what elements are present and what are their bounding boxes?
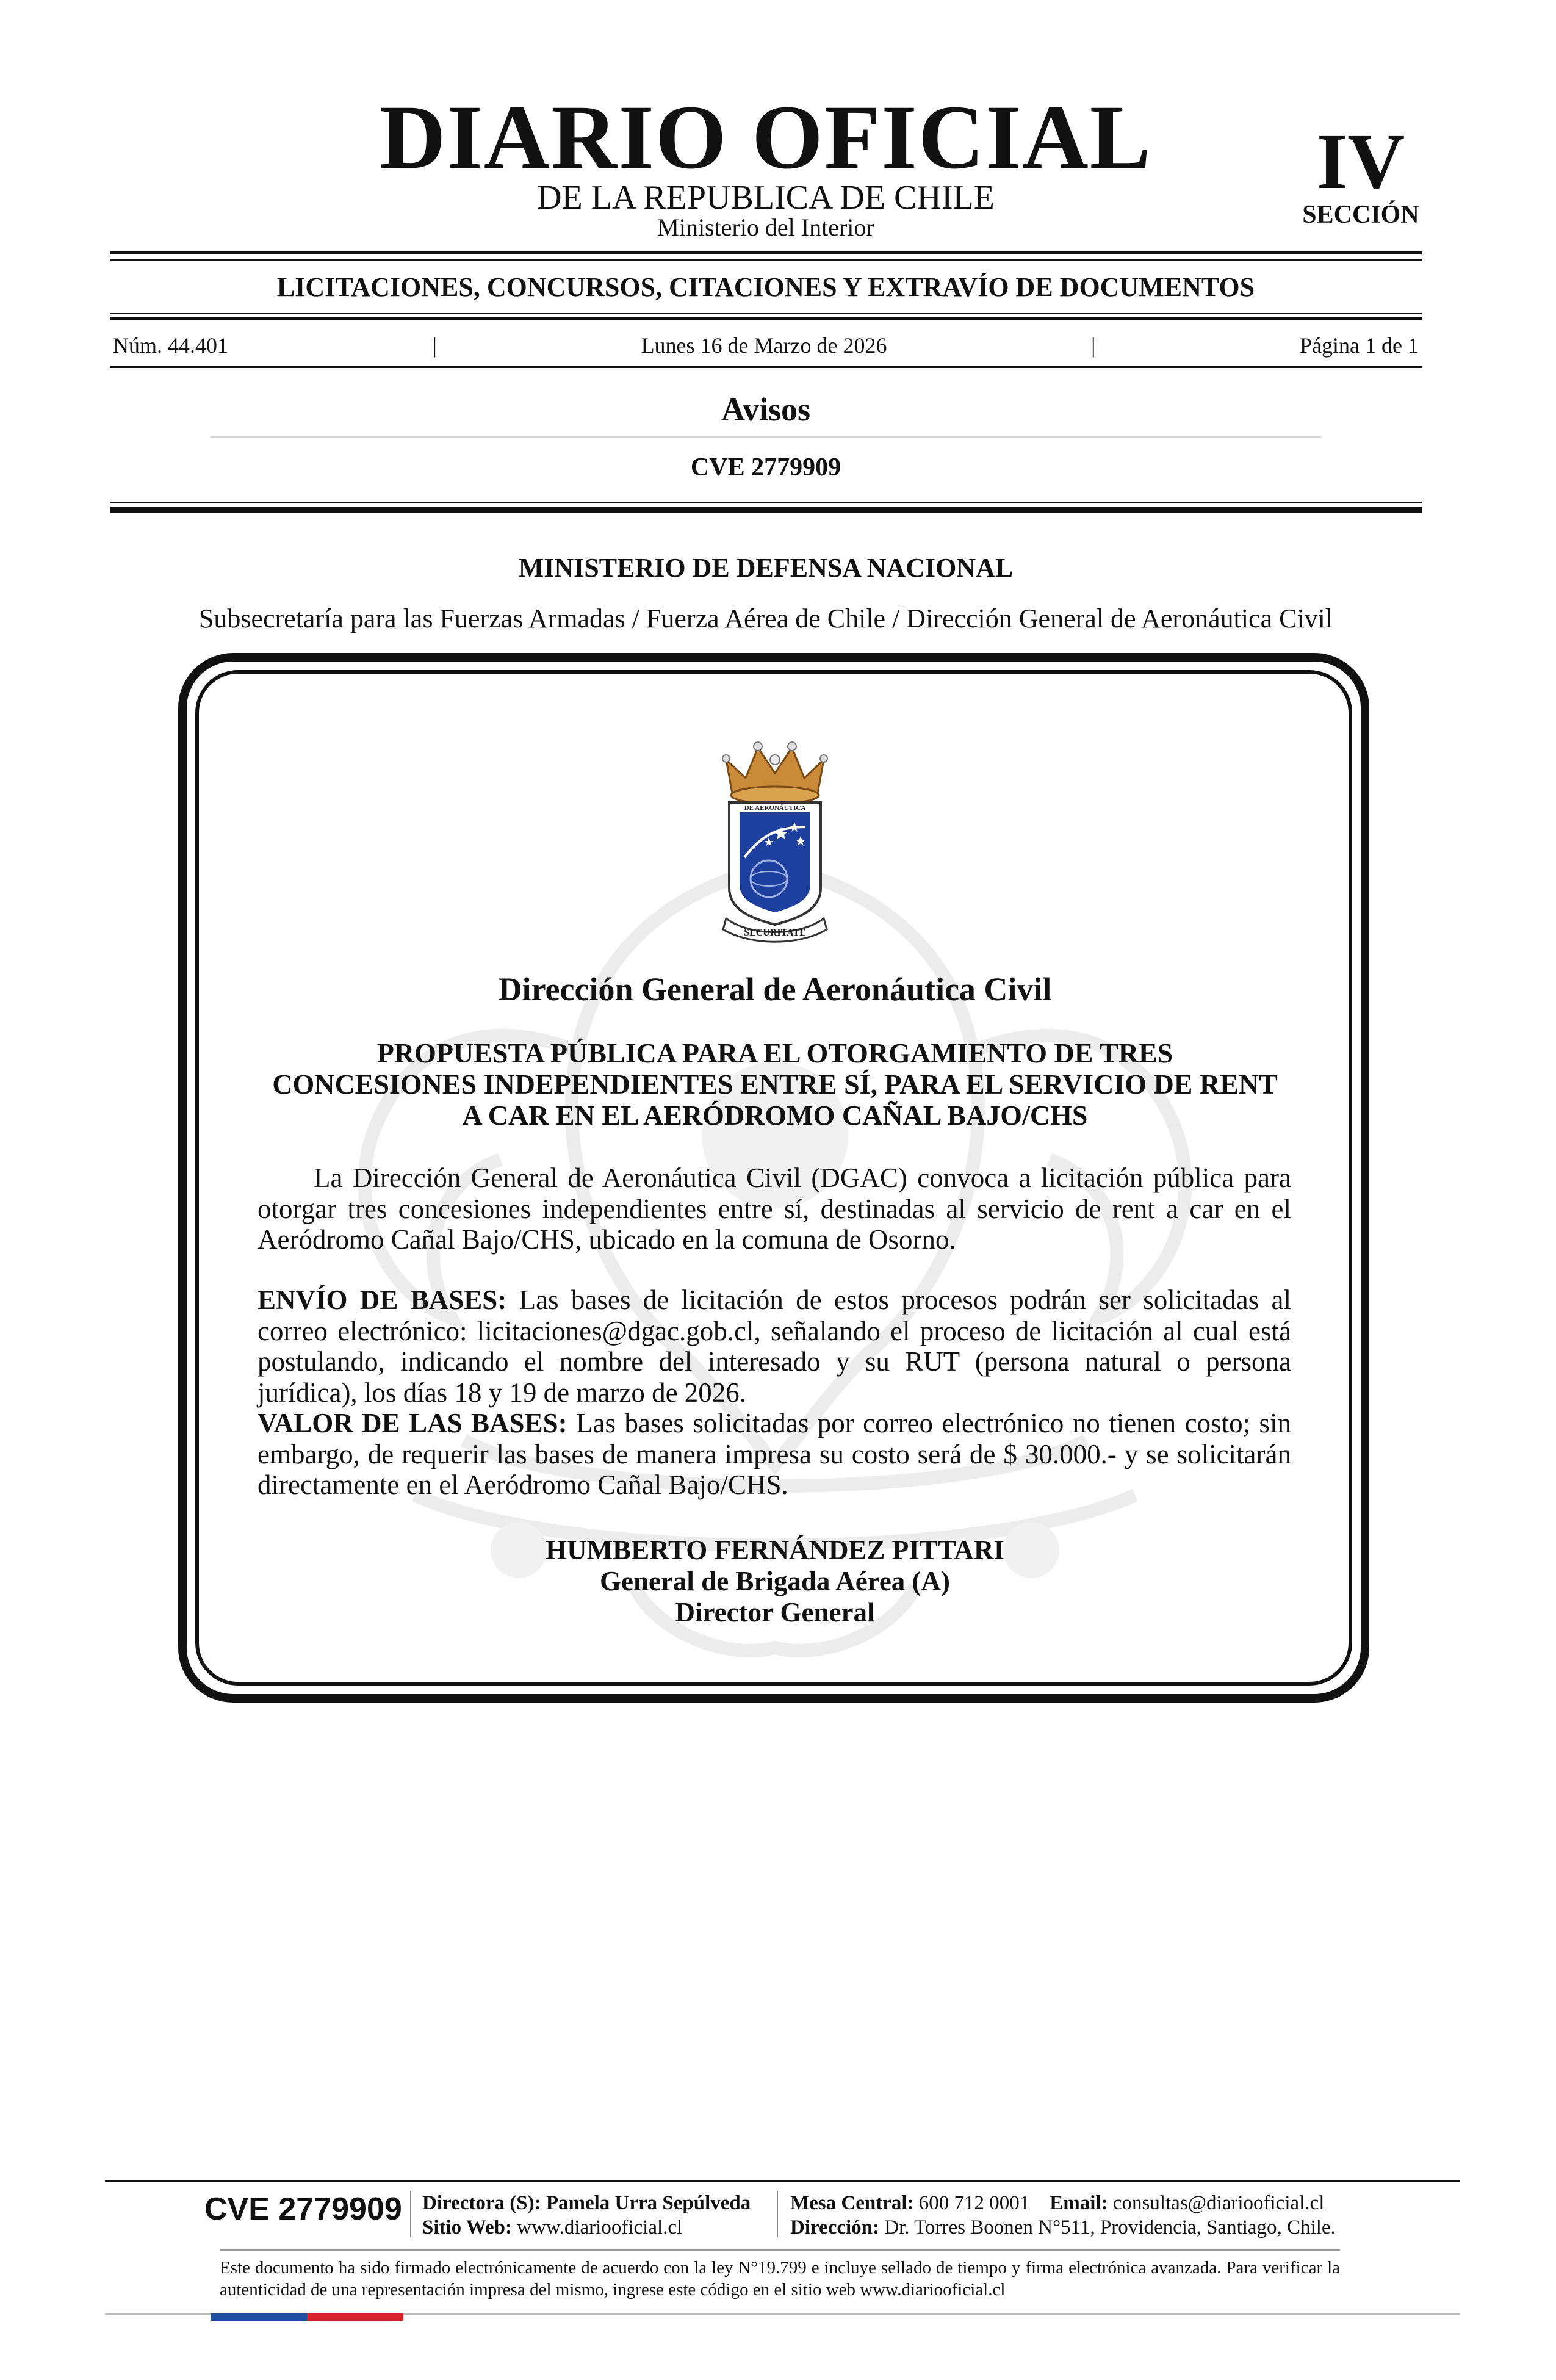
issue-number: Núm. 44.401 [113,333,228,358]
ministry-title: MINISTERIO DE DEFENSA NACIONAL [518,553,1014,583]
footer-divider [410,2191,411,2237]
footer-top-rule [105,2180,1460,2182]
signer-rank: General de Brigada Aérea (A) [599,1566,951,1596]
notice-paragraph-envio [258,1285,1291,1408]
notice-paragraph-intro: La Dirección General de Aeronáutica Civil (DGAC) convoca a licitación pública para otorgar tres concesiones independientes entre sí, destinadas al servicio de rent a car en el Aeródromo Cañal Bajo/CHS, ubicado en la comuna de Osorno. [258,1163,1291,1255]
directora-name: Pamela Urra Sepúlveda [546,2192,751,2214]
footer-stripe-red [307,2313,403,2321]
email-link[interactable]: consultas@diariooficial.cl [1112,2192,1325,2214]
valor-label: VALOR DE LAS BASES: [258,1408,567,1438]
cve-rule-thin [110,502,1422,503]
section-number: IV [1316,118,1405,206]
issue-separator: | [432,333,437,358]
footer-legal-rule [220,2249,1340,2251]
category-top-rule-thin [110,259,1422,261]
category-bottom-rule-thick [110,317,1422,320]
signature-block [256,1535,1294,1628]
address-label: Dirección: [790,2216,880,2238]
directora-label: Directora (S): [422,2192,541,2214]
notice-heading-line: CONCESIONES INDEPENDIENTES ENTRE SÍ, PARA EL SERVICIO DE RENT [272,1069,1278,1100]
section-category: LICITACIONES, CONCURSOS, CITACIONES Y EXTRAVÍO DE DOCUMENTOS [276,272,1255,302]
issue-info-row [113,333,1419,358]
footer-cve-code: CVE 2779909 [204,2191,402,2227]
category-top-rule-thick [110,251,1422,254]
issue-date: Lunes 16 de Marzo de 2026 [641,333,887,358]
subsecretaria-line: Subsecretaría para las Fuerzas Armadas / Fuerza Aérea de Chile / Dirección General de Aeronáutica Civil [198,604,1333,633]
mesa-value: 600 712 0001 [918,2192,1030,2214]
section-label: SECCIÓN [1302,201,1419,229]
notice-heading [256,1037,1294,1131]
masthead-ministry: Ministerio del Interior [657,214,874,241]
notice-divider [211,436,1321,438]
notice-heading-line: A CAR EN EL AERÓDROMO CAÑAL BAJO/CHS [462,1100,1088,1131]
footer-contact-left [422,2191,751,2240]
masthead-subtitle: DE LA REPUBLICA DE CHILE [537,179,995,217]
footer-contact-right [790,2191,1336,2240]
envio-label: ENVÍO DE BASES: [258,1285,507,1315]
issue-page: Página 1 de 1 [1300,333,1419,358]
emblem-text-bottom: DE AERONÁUTICA [744,804,806,812]
valor-text: Las bases solicitadas por correo electrónico no tienen costo; sin embargo, de requerir las bases de manera impresa su costo será de $ 30.000.- y se solicitarán directamente en el Aeródromo Cañal Bajo/CHS. [258,1408,1292,1500]
notice-paragraph-valor [258,1408,1291,1501]
dgac-emblem-icon [714,735,836,943]
envio-text: Las bases de licitación de estos procesos podrán ser solicitadas al correo electrónico: licitaciones@dgac.gob.cl, señalando el proceso de licitación al cual está postulando, indicando el nombre del interesado y su RUT (persona natural o persona jurídica), los días 18 y 19 de marzo de 2026. [258,1285,1291,1408]
mesa-label: Mesa Central: [790,2192,914,2214]
notice-organization: Dirección General de Aeronáutica Civil [498,971,1052,1008]
footer-legal-notice: Este documento ha sido firmado electrónicamente de acuerdo con la ley N°19.799 e incluye sellado de tiempo y firma electrónica avanzada. Para verificar la autenticidad de una representación impresa del mismo, ingrese este código en el sitio web www.diariooficial.cl [220,2258,1340,2299]
issue-separator: | [1091,333,1096,358]
notice-type: Avisos [721,391,811,428]
masthead-title: DIARIO OFICIAL [380,87,1152,188]
footer-divider [777,2191,778,2237]
email-label: Email: [1050,2192,1108,2214]
category-bottom-rule-thin [110,313,1422,314]
notice-heading-line: PROPUESTA PÚBLICA PARA EL OTORGAMIENTO DE TRES [376,1037,1173,1069]
web-label: Sitio Web: [422,2216,513,2238]
emblem-motto: SECURITATE [744,928,806,938]
issue-bottom-rule [110,366,1422,368]
signer-name: HUMBERTO FERNÁNDEZ PITTARI [546,1535,1004,1565]
cve-rule-thick [110,507,1422,513]
signer-title: Director General [675,1597,875,1628]
website-link[interactable]: www.diariooficial.cl [517,2216,683,2238]
cve-code: CVE 2779909 [690,453,841,481]
footer-stripe-blue [211,2313,307,2321]
address-value: Dr. Torres Boonen N°511, Providencia, Santiago, Chile. [884,2216,1336,2238]
